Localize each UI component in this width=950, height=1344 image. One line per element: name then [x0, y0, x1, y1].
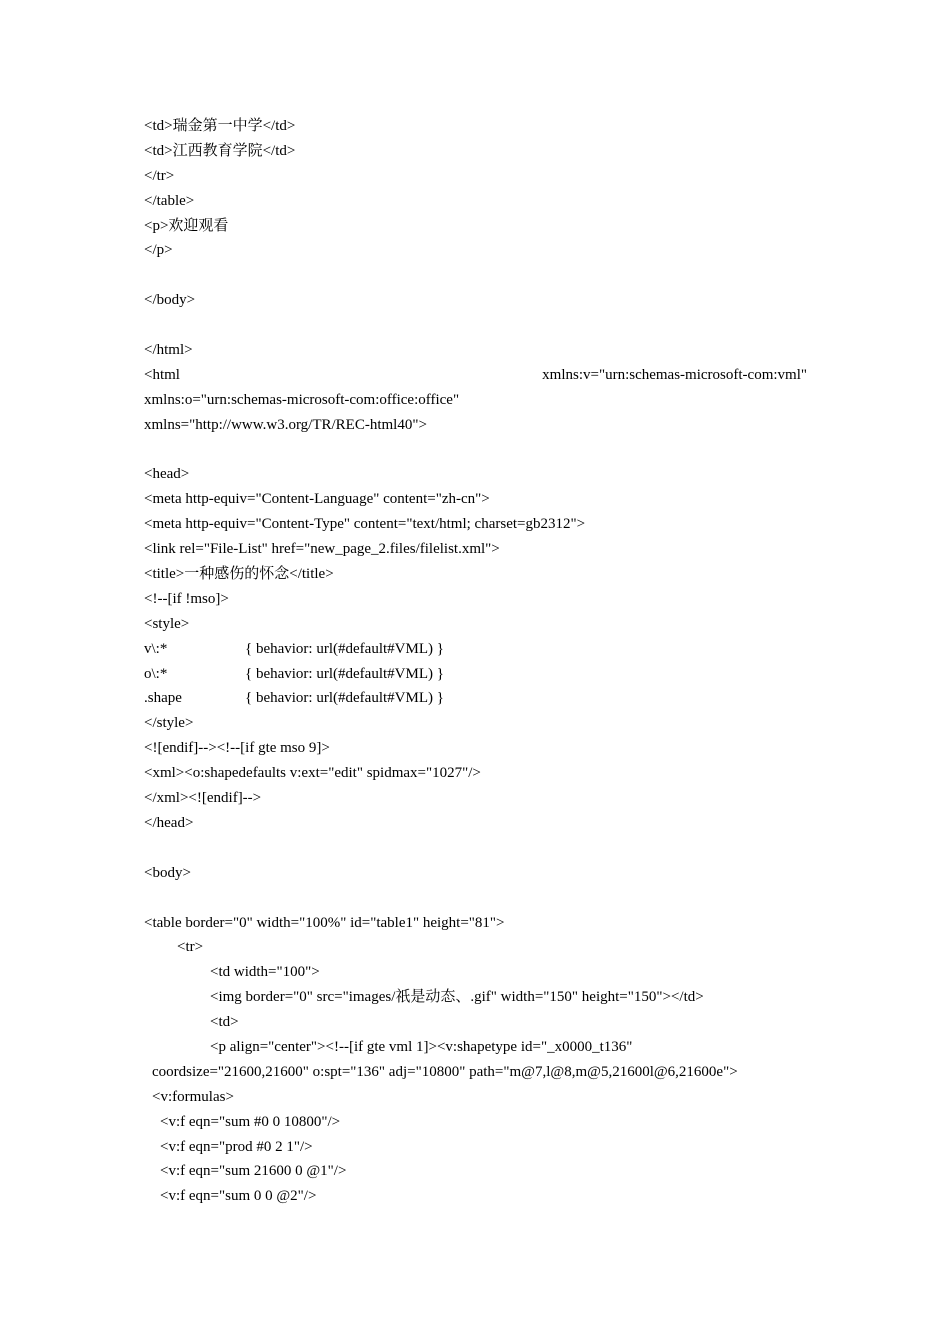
code-line: <body>	[144, 864, 191, 881]
code-line: </head>	[144, 814, 194, 831]
code-line: <p>欢迎观看	[144, 217, 229, 234]
css-declaration: { behavior: url(#default#VML) }	[245, 690, 444, 707]
code-line: <xml><o:shapedefaults v:ext="edit" spidmax="1027"/>	[144, 765, 481, 782]
code-line: <td>江西教育学院</td>	[144, 142, 296, 159]
code-line: <head>	[144, 466, 190, 483]
code-line: xmlns="http://www.w3.org/TR/REC-html40">	[144, 416, 427, 433]
code-line: <link rel="File-List" href="new_page_2.files/filelist.xml">	[144, 541, 500, 558]
code-listing	[144, 114, 824, 1209]
code-line: </p>	[144, 242, 173, 259]
css-selector: v\:*	[144, 640, 168, 657]
css-selector: o\:*	[144, 665, 168, 682]
code-line: </html>	[144, 342, 193, 359]
code-line: <style>	[144, 615, 190, 632]
code-line: <meta http-equiv="Content-Language" content="zh-cn">	[144, 491, 490, 508]
code-line: <meta http-equiv="Content-Type" content="text/html; charset=gb2312">	[144, 516, 586, 533]
code-line: </tr>	[144, 167, 175, 184]
css-selector: .shape	[144, 690, 182, 707]
code-line: <td>	[210, 1014, 239, 1031]
blank-line	[144, 836, 824, 861]
css-rule-line	[144, 637, 824, 662]
code-line: <v:formulas>	[152, 1088, 234, 1105]
code-line: coordsize="21600,21600" o:spt="136" adj="10800" path="m@7,l@8,m@5,21600l@6,21600e">	[152, 1063, 738, 1080]
code-line: <v:f eqn="sum 21600 0 @1"/>	[160, 1163, 347, 1180]
code-segment: xmlns:v="urn:schemas-microsoft-com:vml"	[542, 366, 807, 383]
code-line: </table>	[144, 192, 195, 209]
code-line: <p align="center"><!--[if gte vml 1]><v:shapetype id="_x0000_t136"	[210, 1038, 633, 1055]
code-line: <v:f eqn="sum #0 0 10800"/>	[160, 1113, 341, 1130]
code-line: </style>	[144, 715, 194, 732]
code-line: <tr>	[177, 939, 204, 956]
code-line: <img border="0" src="images/祇是动态、.gif" width="150" height="150"></td>	[210, 989, 704, 1006]
code-line: <![endif]--><!--[if gte mso 9]>	[144, 740, 330, 757]
blank-line	[144, 313, 824, 338]
code-line: <td>瑞金第一中学</td>	[144, 118, 296, 134]
code-segment: <html	[144, 366, 180, 383]
css-rule-line	[144, 662, 824, 687]
code-line: <td width="100">	[210, 964, 320, 981]
code-line: <table border="0" width="100%" id="table1" height="81">	[144, 914, 505, 931]
blank-line	[144, 263, 824, 288]
css-declaration: { behavior: url(#default#VML) }	[245, 640, 444, 657]
code-line: <!--[if !mso]>	[144, 590, 229, 607]
code-line: </body>	[144, 292, 196, 309]
code-line: <v:f eqn="prod #0 2 1"/>	[160, 1138, 313, 1155]
blank-line	[144, 886, 824, 911]
css-rule-line	[144, 686, 824, 711]
code-line: <v:f eqn="sum 0 0 @2"/>	[160, 1188, 317, 1205]
code-line: </xml><![endif]-->	[144, 790, 262, 807]
code-line: <title>一种感伤的怀念</title>	[144, 566, 334, 583]
code-line-html-open	[144, 363, 807, 388]
css-declaration: { behavior: url(#default#VML) }	[245, 665, 444, 682]
code-line: xmlns:o="urn:schemas-microsoft-com:office:office"	[144, 391, 460, 408]
blank-line	[144, 438, 824, 463]
